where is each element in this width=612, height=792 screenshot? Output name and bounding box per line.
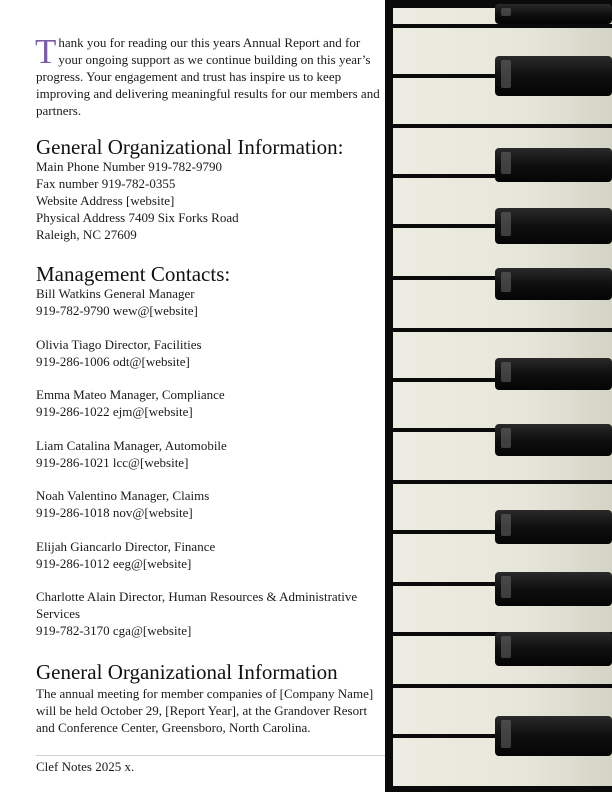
- piano-key-highlight: [501, 636, 511, 658]
- general-info-line: Raleigh, NC 27609: [36, 227, 137, 242]
- management-heading: Management Contacts:: [36, 262, 231, 286]
- contact-entry: [36, 487, 388, 521]
- piano-black-key: [495, 4, 612, 24]
- contact-entry: [36, 336, 388, 370]
- intro-paragraph: [36, 34, 381, 119]
- piano-key-highlight: [501, 428, 511, 448]
- piano-black-key: [495, 572, 612, 606]
- contact-entry: [36, 538, 388, 572]
- contact-title: Elijah Giancarlo Director, Finance: [36, 538, 216, 554]
- contact-title: Bill Watkins General Manager: [36, 286, 195, 301]
- piano-black-key: [495, 56, 612, 96]
- contact-details: 919-286-1018 nov@[website]: [36, 505, 193, 520]
- piano-key-highlight: [501, 152, 511, 174]
- drop-cap: T: [35, 32, 57, 71]
- contact-details: 919-782-9790 wew@[website]: [36, 303, 198, 318]
- contact-details: 919-782-3170 cga@[website]: [36, 623, 192, 638]
- piano-keys-illustration: [385, 0, 612, 792]
- contact-details: 919-286-1012 eeg@[website]: [36, 555, 192, 571]
- contact-title: Olivia Tiago Director, Facilities: [36, 336, 202, 352]
- page-footer: [36, 755, 386, 775]
- contact-entry: [36, 285, 388, 319]
- general-info-line: Main Phone Number 919-782-9790: [36, 159, 222, 174]
- piano-key-highlight: [501, 272, 511, 292]
- piano-black-key: [495, 268, 612, 300]
- contact-details: 919-286-1022 ejm@[website]: [36, 404, 193, 419]
- general-info-line: Physical Address 7409 Six Forks Road: [36, 210, 239, 225]
- piano-key-highlight: [501, 576, 511, 598]
- piano-black-key: [495, 208, 612, 244]
- piano-key-highlight: [501, 720, 511, 748]
- piano-key-highlight: [501, 514, 511, 536]
- general-info-heading: General Organizational Information:: [36, 135, 344, 159]
- piano-black-key: [495, 148, 612, 182]
- piano-black-key: [495, 510, 612, 544]
- piano-black-key: [495, 716, 612, 756]
- footer-text: Clef Notes 2025 x.: [36, 759, 135, 774]
- general-info-line: Website Address [website]: [36, 193, 175, 208]
- contact-details: 919-286-1006 odt@[website]: [36, 353, 190, 369]
- main-content: [36, 34, 388, 736]
- piano-black-key: [495, 424, 612, 456]
- piano-key-highlight: [501, 60, 511, 88]
- piano-key-highlight: [501, 362, 511, 382]
- contact-entry: [36, 386, 388, 420]
- piano-black-key: [495, 632, 612, 666]
- contact-title: Noah Valentino Manager, Claims: [36, 488, 210, 503]
- meeting-paragraph: The annual meeting for member companies of [Company Name] will be held October 29, [Report Year], at the Grandover Resort and Conference Center, Greensboro, North Carolina.: [36, 686, 374, 735]
- contact-title: Emma Mateo Manager, Compliance: [36, 387, 225, 402]
- intro-text: hank you for reading our this years Annual Report and for your ongoing support as we continue building on this year’s progress. Your engagement and trust has inspire us to keep improving and delivering meaningful results for our members and partners.: [36, 35, 380, 118]
- contact-title: Liam Catalina Manager, Automobile: [36, 437, 227, 453]
- piano-black-key: [495, 358, 612, 390]
- contacts-list: [36, 285, 388, 639]
- piano-key-highlight: [501, 212, 511, 236]
- piano-key-highlight: [501, 8, 511, 16]
- meeting-heading: General Organizational Information: [36, 660, 338, 684]
- general-info-line: Fax number 919-782-0355: [36, 176, 176, 191]
- piano-keys-image: [385, 0, 612, 792]
- contact-entry: [36, 588, 388, 639]
- contact-details: 919-286-1021 lcc@[website]: [36, 454, 189, 470]
- contact-entry: [36, 437, 388, 471]
- contact-title: Charlotte Alain Director, Human Resources & Administrative Services: [36, 589, 358, 621]
